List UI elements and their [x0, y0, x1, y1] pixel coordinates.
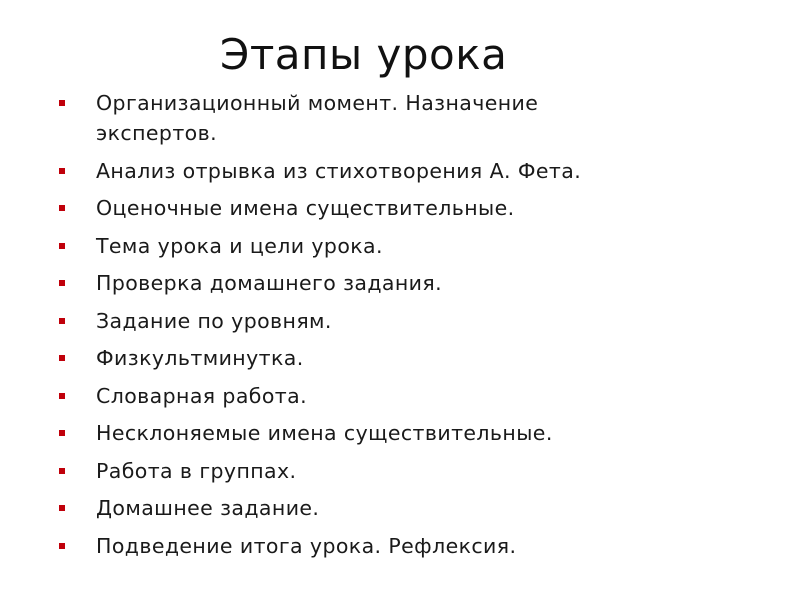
- list-item: [58, 456, 758, 486]
- square-bullet-icon: [59, 543, 65, 549]
- list-item-text: Тема урока и цели урока.: [96, 233, 383, 258]
- list-item: [58, 231, 758, 261]
- list-item: [58, 193, 758, 223]
- list-item-text: Словарная работа.: [96, 383, 308, 408]
- square-bullet-icon: [59, 393, 65, 399]
- square-bullet-icon: [59, 168, 65, 174]
- list-item: [58, 381, 758, 411]
- square-bullet-icon: [59, 243, 65, 249]
- square-bullet-icon: [59, 468, 65, 474]
- list-item-text: Физкультминутка.: [96, 346, 304, 370]
- list-item-text: Организационный момент. Назначение экспертов.: [96, 91, 539, 145]
- slide-title: Этапы урока: [220, 30, 508, 79]
- list-item: [58, 343, 758, 373]
- list-item-text: Проверка домашнего задания.: [96, 271, 443, 295]
- square-bullet-icon: [59, 318, 65, 324]
- list-item-text: Оценочные имена существительные.: [96, 196, 515, 220]
- square-bullet-icon: [59, 355, 65, 361]
- list-item-text: Задание по уровням.: [96, 308, 332, 333]
- list-item: [58, 306, 758, 336]
- square-bullet-icon: [59, 205, 65, 211]
- lesson-stages-list: [58, 88, 758, 568]
- list-item: [58, 418, 758, 448]
- list-item-text: Работа в группах.: [96, 458, 297, 483]
- list-item-text: Анализ отрывка из стихотворения А. Фета.: [96, 158, 582, 183]
- list-item-text: Подведение итога урока. Рефлексия.: [96, 533, 517, 558]
- square-bullet-icon: [59, 100, 65, 106]
- list-item-text: Несклоняемые имена существительные.: [96, 421, 553, 445]
- square-bullet-icon: [59, 280, 65, 286]
- list-item: [58, 268, 758, 298]
- list-item: [58, 156, 758, 186]
- list-item: [58, 531, 758, 561]
- list-item: [58, 88, 758, 148]
- list-item: [58, 493, 758, 523]
- square-bullet-icon: [59, 505, 65, 511]
- square-bullet-icon: [59, 430, 65, 436]
- list-item-text: Домашнее задание.: [96, 496, 320, 520]
